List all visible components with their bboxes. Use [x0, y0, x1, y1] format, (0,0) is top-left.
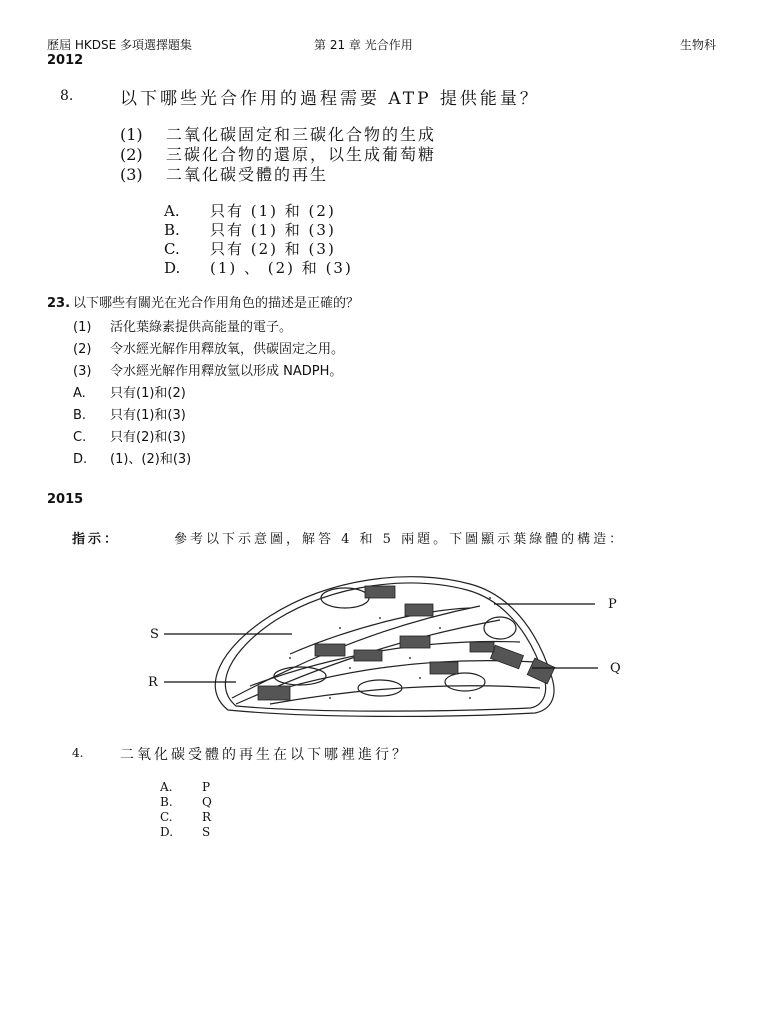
stroma-speckle — [409, 657, 411, 659]
label-q: Q — [610, 661, 621, 676]
stroma-speckle — [489, 597, 491, 599]
label-s: S — [150, 627, 159, 642]
stroma-speckle — [339, 627, 341, 629]
statement-label: (3) — [120, 165, 143, 184]
statement-3 — [120, 162, 328, 185]
option-a[interactable] — [164, 200, 336, 221]
option-c[interactable] — [160, 810, 211, 824]
instructions-title: 指示： — [72, 532, 121, 547]
statement-label: (1) — [73, 320, 92, 335]
option-text: 只有 (1) 和 (3) — [210, 221, 336, 239]
label-r: R — [148, 675, 158, 690]
option-d[interactable] — [73, 448, 191, 467]
header-center: 第 21 章 光合作用 — [314, 38, 413, 52]
header-left: 歷屆 HKDSE 多項選擇題集 — [47, 38, 192, 52]
statement-text: 令水經光解作用釋放氫以形成 NADPH。 — [110, 364, 343, 379]
option-b[interactable] — [164, 219, 336, 240]
option-text: 只有 (1) 和 (2) — [210, 202, 336, 220]
year-2012: 2012 — [47, 53, 84, 68]
question-number: 4. — [72, 746, 84, 760]
option-b[interactable] — [73, 404, 186, 423]
instructions — [72, 528, 625, 547]
stroma-lamella — [270, 686, 540, 704]
option-text: 只有(2)和(3) — [110, 430, 186, 445]
statement-label: (3) — [73, 364, 92, 379]
option-text: Q — [202, 795, 212, 809]
option-label: B. — [73, 408, 87, 423]
option-label: B. — [160, 795, 173, 809]
option-label: A. — [73, 386, 86, 401]
option-c[interactable] — [164, 238, 336, 259]
option-text: (1)、(2)和(3) — [110, 452, 192, 467]
chloroplast-diagram — [140, 558, 640, 728]
option-c[interactable] — [73, 426, 186, 445]
statement-label: (2) — [120, 145, 143, 164]
question-stem: 以下哪些有關光在光合作用角色的描述是正確的？ — [73, 296, 360, 311]
option-b[interactable] — [160, 795, 212, 809]
option-label: C. — [160, 810, 173, 824]
option-label: C. — [164, 240, 180, 258]
instructions-text: 參考以下示意圖，解答 4 和 5 兩題。下圖顯示葉綠體的構造： — [174, 532, 626, 547]
statement-text: 二氧化碳受體的再生 — [166, 165, 329, 184]
granum — [354, 650, 382, 661]
granum — [430, 662, 458, 674]
statement-3 — [73, 360, 342, 379]
option-text: 只有(1)和(2) — [110, 386, 186, 401]
granum — [400, 636, 430, 648]
statement-label: (2) — [73, 342, 92, 357]
granum — [258, 686, 290, 700]
question-stem: 以下哪些光合作用的過程需要 ATP 提供能量？ — [120, 89, 540, 109]
option-label: D. — [73, 452, 88, 467]
stroma-speckle — [329, 697, 331, 699]
question-stem-row — [47, 292, 359, 311]
option-text: S — [202, 825, 211, 839]
stroma-speckle — [439, 627, 441, 629]
option-text: P — [202, 780, 211, 794]
option-text: (1) 、 (2) 和 (3) — [210, 259, 353, 277]
year-2015: 2015 — [47, 492, 84, 507]
stroma-lamella — [258, 661, 535, 696]
label-p: P — [608, 597, 617, 612]
statement-1 — [73, 316, 292, 335]
starch-grain — [445, 673, 485, 691]
statement-text: 二氧化碳固定和三碳化合物的生成 — [166, 125, 437, 144]
stroma-speckle — [289, 657, 291, 659]
stroma-speckle — [419, 677, 421, 679]
option-label: B. — [164, 221, 180, 239]
option-a[interactable] — [160, 780, 210, 794]
question-stem: 二氧化碳受體的再生在以下哪裡進行？ — [120, 747, 409, 763]
granum — [365, 586, 395, 598]
statement-2 — [73, 338, 344, 357]
stroma-speckle — [469, 697, 471, 699]
option-label: D. — [160, 825, 174, 839]
granum — [491, 645, 524, 668]
stroma-speckle — [349, 667, 351, 669]
granum — [470, 642, 494, 652]
option-text: 只有(1)和(3) — [110, 408, 186, 423]
granum — [315, 644, 345, 656]
statement-label: (1) — [120, 125, 143, 144]
option-text: R — [202, 810, 212, 824]
option-d[interactable] — [164, 257, 353, 278]
stroma-speckle — [379, 617, 381, 619]
statement-text: 活化葉綠素提供高能量的電子。 — [110, 320, 293, 335]
question-number: 8. — [60, 88, 74, 104]
option-label: C. — [73, 430, 87, 445]
question-number: 23. — [47, 296, 71, 311]
statement-text: 三碳化合物的還原，以生成葡萄糖 — [166, 145, 437, 164]
option-a[interactable] — [73, 382, 186, 401]
statement-text: 令水經光解作用釋放氧，供碳固定之用。 — [110, 342, 345, 357]
option-d[interactable] — [160, 825, 210, 839]
option-text: 只有 (2) 和 (3) — [210, 240, 336, 258]
granum — [405, 604, 433, 616]
option-label: A. — [160, 780, 173, 794]
option-label: D. — [164, 259, 181, 277]
header-right: 生物科 — [680, 38, 717, 52]
option-label: A. — [164, 202, 180, 220]
